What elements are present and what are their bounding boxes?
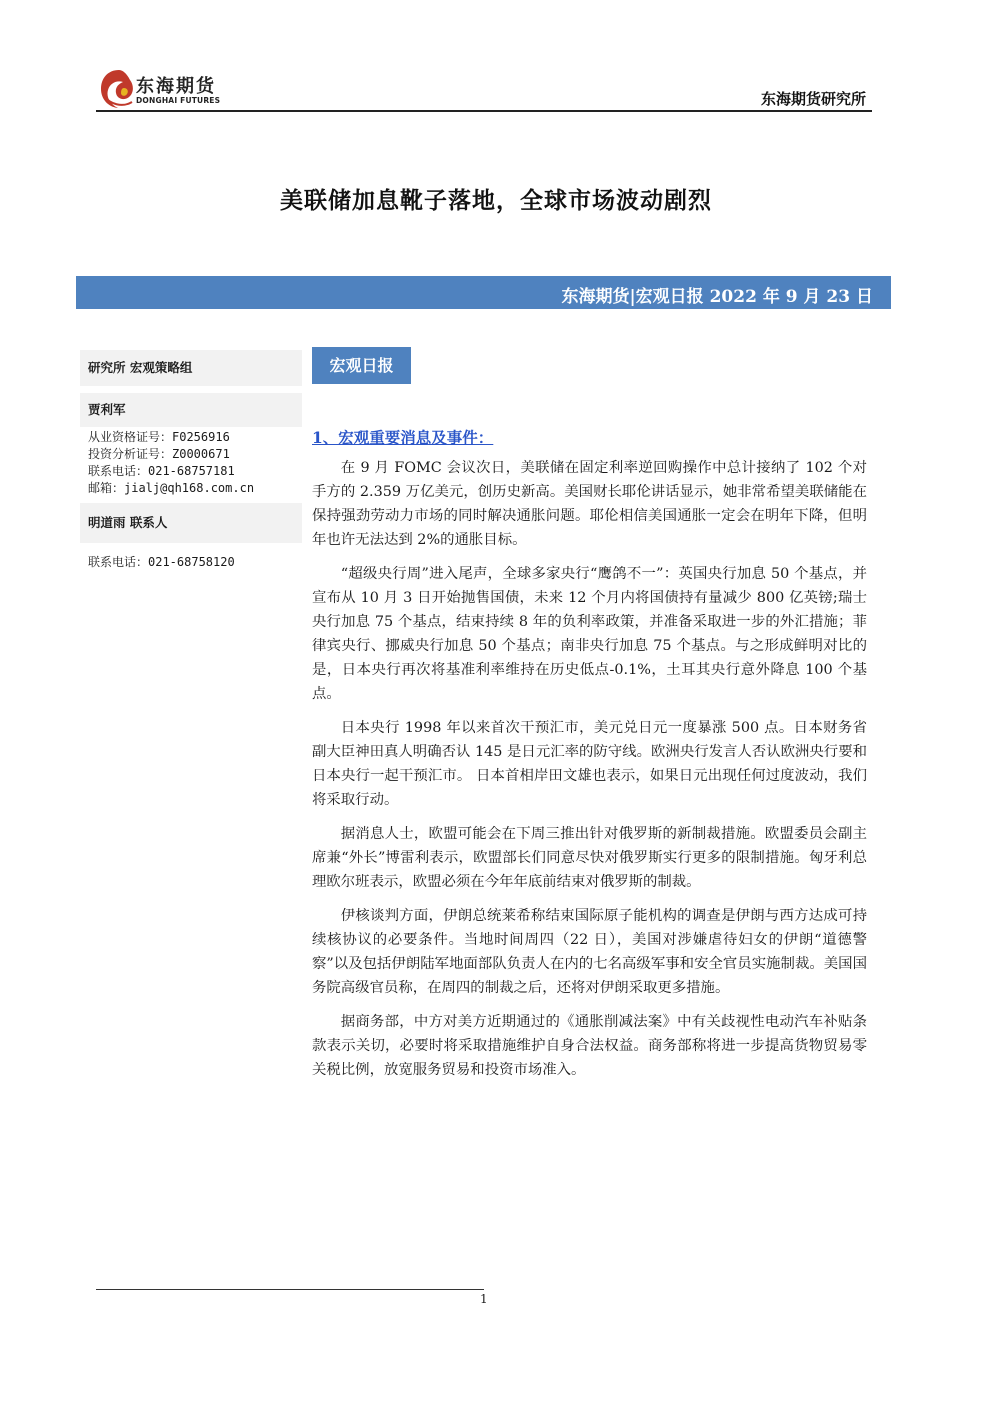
- sidebar: [80, 350, 302, 580]
- paragraph: 伊核谈判方面，伊朗总统莱希称结束国际原子能机构的调查是伊朗与西方达成可持续核协议的必要条件。当地时间周四（22 日），美国对涉嫌虐待妇女的伊朗“道德警察”以及包括伊朗陆军地面部队负责人在内的七名高级军事和安全官员实施制裁。美国国务院高级官员称，在周四的制裁之后，还将对伊朗采取更多措施。: [312, 908, 867, 996]
- logo-text-cn: 东海期货: [136, 76, 216, 97]
- contact-phone: 联系电话：021-68758120: [88, 555, 235, 569]
- paragraph: “超级央行周”进入尾声，全球多家央行“鹰鸽不一”：英国央行加息 50 个基点，并宣布从 10 月 3 日开始抛售国债，未来 12 个月内将国债持有量减少 800 亿英镑;瑞士央行加息 75 个基点，结束持续 8 年的负利率政策，并准备采取进一步的外汇措施；菲律宾央行、挪威央行加息 50 个基点；南非央行加息 75 个基点。与之形成鲜明对比的是，日本央行再次将基准利率维持在历史低点-0.1%，土耳其央行意外降息 100 个基点。: [312, 566, 867, 702]
- analyst-name: 贾利军: [80, 393, 302, 427]
- sidebar-team: 研究所 宏观策略组: [80, 350, 302, 386]
- header-org-name: 东海期货研究所: [760, 90, 866, 108]
- analyst-details: [80, 427, 302, 501]
- header-divider: [96, 110, 872, 112]
- analyst-phone: 联系电话：021-68757181: [88, 464, 235, 478]
- date-banner: [76, 276, 891, 309]
- analyst-cert-1: 从业资格证号：F0256916: [88, 430, 230, 444]
- page-number: 1: [480, 1292, 488, 1306]
- paragraph: 在 9 月 FOMC 会议次日，美联储在固定利率逆回购操作中总计接纳了 102 个对手方的 2.359 万亿美元，创历史新高。美国财长耶伦讲话显示，她非常希望美联储能在保持强劲劳动力市场的同时解决通胀问题。耶伦相信美国通胀一定会在明年下降，但明年也许无法达到 2%的通胀目标。: [312, 460, 867, 548]
- document-title: 美联储加息靴子落地，全球市场波动剧烈: [280, 187, 712, 214]
- company-logo: [96, 66, 236, 114]
- report-type-tag: 宏观日报: [312, 347, 411, 384]
- date-banner-text: 东海期货|宏观日报 2022 年 9 月 23 日: [561, 287, 873, 307]
- analyst-email: 邮箱：jialj@qh168.com.cn: [88, 481, 255, 495]
- footer-divider: [96, 1289, 484, 1290]
- paragraph: 据商务部，中方对美方近期通过的《通胀削减法案》中有关歧视性电动汽车补贴条款表示关切，必要时将采取措施维护自身合法权益。商务部称将进一步提高货物贸易零关税比例，放宽服务贸易和投资市场准入。: [312, 1014, 867, 1078]
- paragraph: 日本央行 1998 年以来首次干预汇市，美元兑日元一度暴涨 500 点。日本财务省副大臣神田真人明确否认 145 是日元汇率的防守线。欧洲央行发言人否认欧洲央行要和日本央行一起干预汇市。 日本首相岸田文雄也表示，如果日元出现任何过度波动，我们将采取行动。: [312, 720, 867, 808]
- analyst-cert-2: 投资分析证号：Z0000671: [88, 447, 230, 461]
- paragraph: 据消息人士，欧盟可能会在下周三推出针对俄罗斯的新制裁措施。欧盟委员会副主席兼“外长”博雷利表示，欧盟部长们同意尽快对俄罗斯实行更多的限制措施。匈牙利总理欧尔班表示，欧盟必须在今年年底前结束对俄罗斯的制裁。: [312, 826, 867, 890]
- article-body: [312, 456, 867, 1092]
- section-heading: 1、宏观重要消息及事件：: [312, 428, 494, 447]
- logo-text-en: DONGHAI FUTURES: [136, 96, 221, 105]
- contact-name: 明道雨 联系人: [80, 503, 302, 543]
